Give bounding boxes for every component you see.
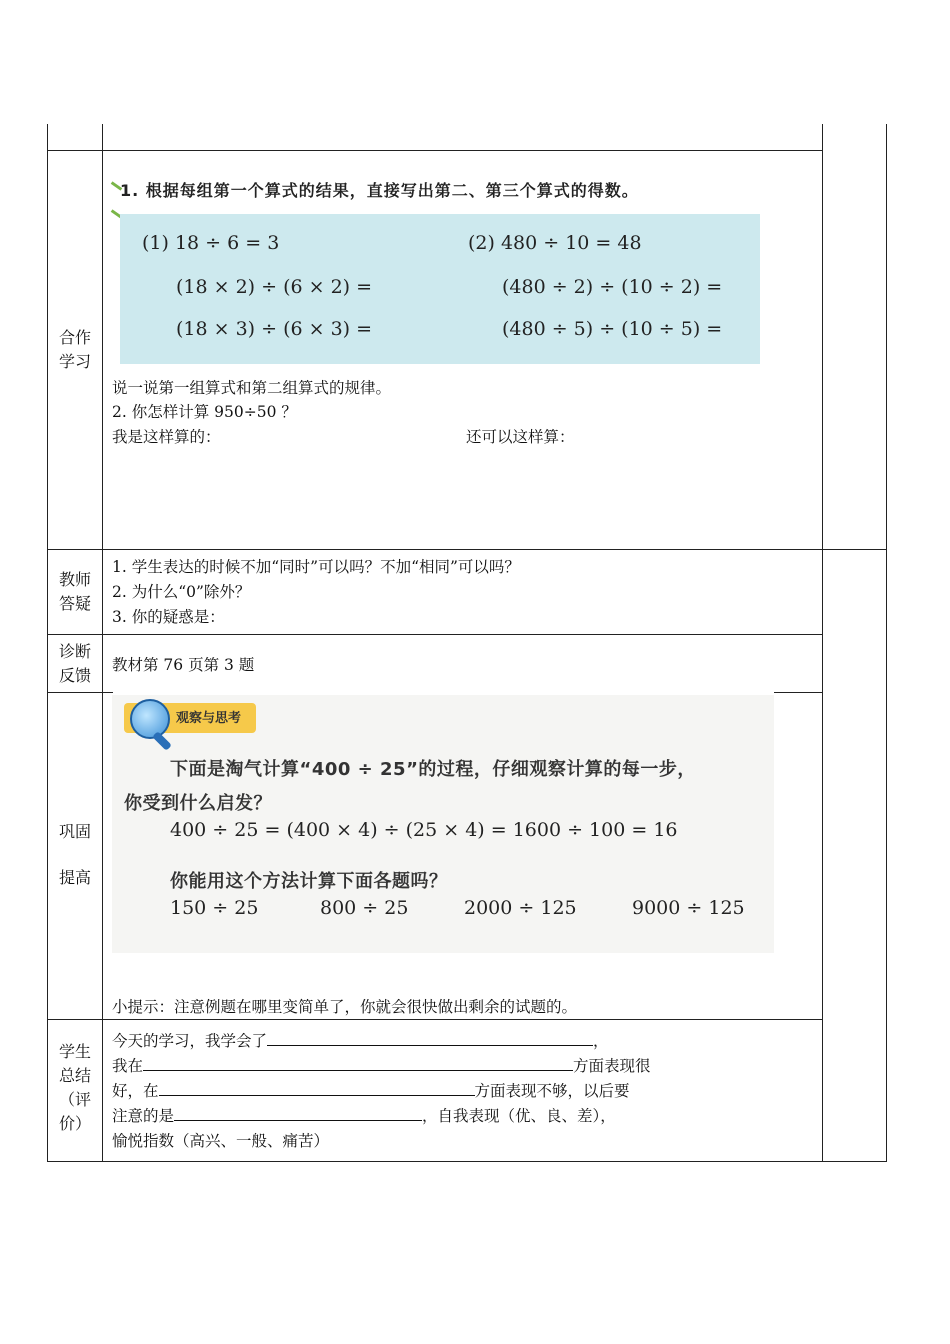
- summary-line: [112, 1029, 609, 1053]
- label-line: 总结: [58, 1066, 91, 1085]
- summary-text: 注意的是: [112, 1107, 175, 1125]
- summary-line: [112, 1079, 630, 1103]
- summary-line: 愉悦指数（高兴、一般、痛苦）: [112, 1132, 330, 1150]
- row-label-diagnosis: [47, 640, 103, 688]
- label-line: 学生: [58, 1042, 91, 1061]
- method-two-label: 还可以这样算：: [466, 428, 575, 446]
- diagnosis-text: 教材第 76 页第 3 题: [112, 656, 255, 674]
- summary-text: 今天的学习，我学会了: [112, 1032, 268, 1050]
- summary-text: 方面表现不够，以后要: [474, 1082, 630, 1100]
- label-line: 教师: [58, 570, 91, 589]
- badge-label: 观察与思考: [176, 711, 242, 726]
- label-line: 巩固: [58, 822, 91, 841]
- exercise-title: 1. 根据每组第一个算式的结果，直接写出第二、第三个算式的得数。: [120, 181, 639, 200]
- label-line: （评: [58, 1090, 91, 1109]
- question-text: 2. 你怎样计算 950÷50 ？: [112, 403, 297, 421]
- row-label-consolidate: [47, 820, 103, 890]
- instruction-text: 说一说第一组算式和第二组算式的规律。: [112, 379, 392, 397]
- label-line: 提高: [58, 868, 91, 887]
- row-divider: [47, 549, 887, 550]
- fill-blank[interactable]: [174, 1104, 422, 1121]
- equation: (2) 480 ÷ 10 = 48: [468, 232, 642, 254]
- label-line: 诊断: [58, 642, 91, 661]
- row-divider: [47, 1019, 823, 1020]
- fill-blank[interactable]: [143, 1054, 573, 1071]
- fill-blank[interactable]: [159, 1079, 475, 1096]
- practice-item: 150 ÷ 25: [170, 897, 259, 919]
- equation: (1) 18 ÷ 6 = 3: [142, 232, 280, 254]
- observe-think-badge: [124, 703, 256, 733]
- row-divider: [47, 150, 823, 151]
- teacher-question: 2. 为什么“0”除外？: [112, 583, 251, 601]
- practice-item: 800 ÷ 25: [320, 897, 409, 919]
- practice-item: 9000 ÷ 125: [632, 897, 745, 919]
- row-label-cooperative: [47, 326, 103, 374]
- row-label-teacher: [47, 568, 103, 616]
- observe-paragraph: 下面是淘气计算“400 ÷ 25”的过程，仔细观察计算的每一步，: [170, 759, 696, 780]
- exercise-image-2: [112, 695, 774, 953]
- content-column-divider: [822, 124, 823, 1162]
- label-line: 答疑: [58, 594, 91, 613]
- teacher-question: 1. 学生表达的时候不加“同时”可以吗？不加“相同”可以吗？: [112, 558, 520, 576]
- worked-formula: 400 ÷ 25 = (400 × 4) ÷ (25 × 4) = 1600 ÷ 100 = 16: [170, 819, 678, 841]
- label-line: 学习: [58, 352, 91, 371]
- observe-paragraph: 你受到什么启发？: [124, 793, 272, 814]
- row-divider: [774, 692, 823, 693]
- summary-text: ，自我表现（优、良、差），: [422, 1107, 616, 1125]
- label-line: 反馈: [58, 666, 91, 685]
- summary-text: 我在: [112, 1057, 144, 1075]
- observe-question: 你能用这个方法计算下面各题吗？: [170, 871, 448, 892]
- equation: (480 ÷ 5) ÷ (10 ÷ 5) =: [502, 318, 723, 340]
- equation-panel: [120, 214, 760, 364]
- fill-blank[interactable]: [267, 1029, 593, 1046]
- label-line: 合作: [58, 328, 91, 347]
- equation: (18 × 3) ÷ (6 × 3) =: [176, 318, 373, 340]
- row-divider: [47, 634, 823, 635]
- exercise-image-1: [112, 172, 764, 366]
- row-divider: [47, 692, 113, 693]
- label-line: 价）: [58, 1114, 91, 1133]
- table-bottom-border: [47, 1161, 887, 1162]
- teacher-question: 3. 你的疑惑是：: [112, 608, 225, 626]
- equation: (480 ÷ 2) ÷ (10 ÷ 2) =: [502, 276, 723, 298]
- summary-text: ，: [593, 1032, 609, 1050]
- table-right-border: [886, 124, 887, 1162]
- summary-line: [112, 1054, 651, 1078]
- summary-text: 方面表现很: [573, 1057, 651, 1075]
- equation: (18 × 2) ÷ (6 × 2) =: [176, 276, 373, 298]
- summary-text: 好，在: [112, 1082, 159, 1100]
- hint-text: 小提示：注意例题在哪里变简单了，你就会很快做出剩余的试题的。: [112, 998, 578, 1016]
- summary-line: [112, 1104, 616, 1128]
- row-label-summary: [47, 1040, 103, 1136]
- magnifier-icon: [130, 699, 170, 739]
- method-one-label: 我是这样算的：: [112, 428, 221, 446]
- practice-item: 2000 ÷ 125: [464, 897, 577, 919]
